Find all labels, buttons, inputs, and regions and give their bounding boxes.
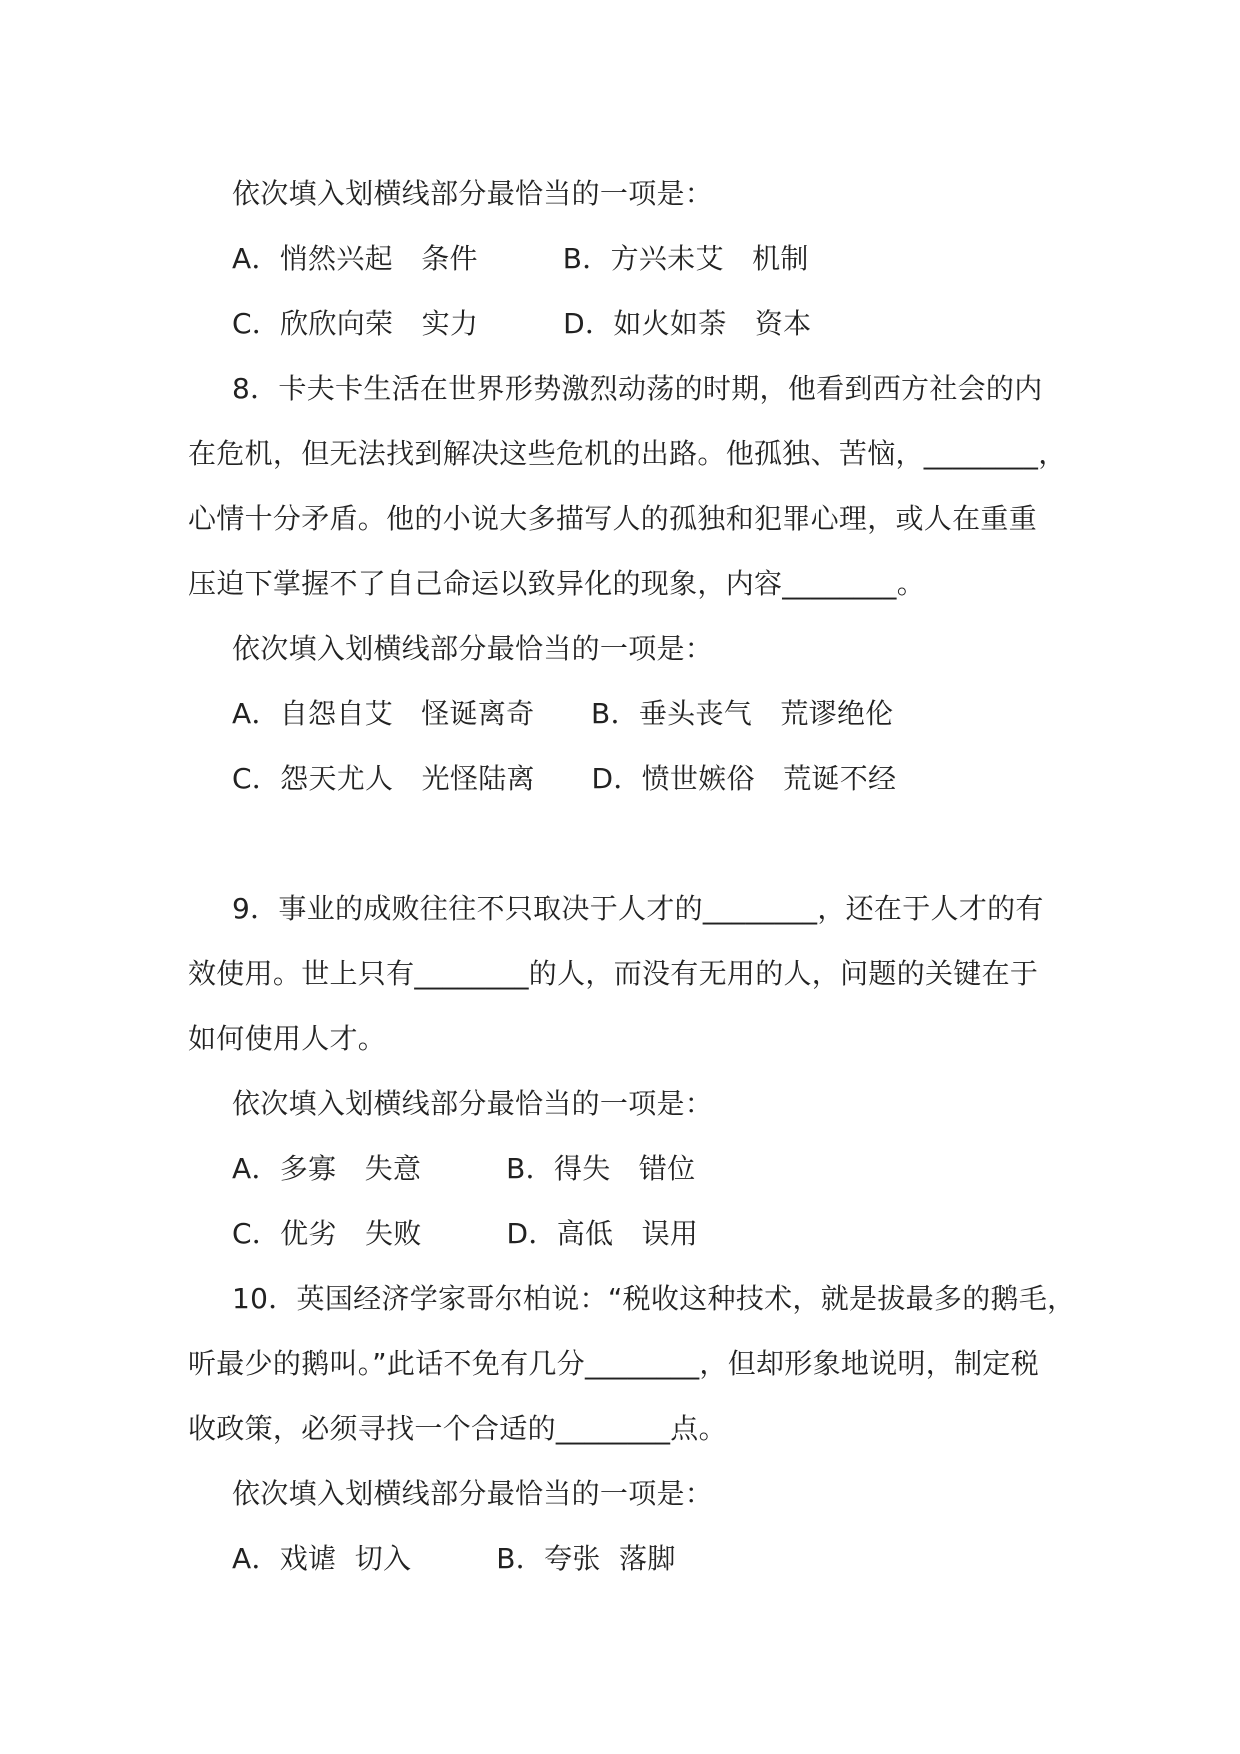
question-8-line-4: 压迫下掌握不了自己命运以致异化的现象，内容________。 [188, 567, 926, 600]
question-10-options-ab: A．戏谑 切入 B．夸张 落脚 [232, 1542, 676, 1575]
question-7-options-cd: C．欣欣向荣 实力 D．如火如荼 资本 [232, 307, 812, 340]
question-9-line-2: 效使用。世上只有________的人，而没有无用的人，问题的关键在于 [188, 957, 1039, 990]
question-10-line-2: 听最少的鹅叫。”此话不免有几分________，但却形象地说明，制定税 [188, 1347, 1040, 1380]
question-7-prompt: 依次填入划横线部分最恰当的一项是： [232, 177, 714, 210]
question-10-line-3: 收政策，必须寻找一个合适的________点。 [188, 1412, 727, 1445]
question-7-options-ab: A．悄然兴起 条件 B．方兴未艾 机制 [232, 242, 809, 275]
question-9-line-1: 9．事业的成败往往不只取决于人才的________，还在于人才的有 [232, 892, 1044, 925]
question-9-options-ab: A．多寡 失意 B．得失 错位 [232, 1152, 696, 1185]
question-8-line-3: 心情十分矛盾。他的小说大多描写人的孤独和犯罪心理，或人在重重 [188, 502, 1038, 535]
question-10-line-1: 10．英国经济学家哥尔柏说：“税收这种技术，就是拔最多的鹅毛， [232, 1282, 1076, 1315]
question-8-options-ab: A．自怨自艾 怪诞离奇 B．垂头丧气 荒谬绝伦 [232, 697, 894, 730]
question-8-prompt: 依次填入划横线部分最恰当的一项是： [232, 632, 714, 665]
question-8-options-cd: C．怨天尤人 光怪陆离 D．愤世嫉俗 荒诞不经 [232, 762, 897, 795]
question-9-line-3: 如何使用人才。 [188, 1022, 387, 1055]
question-9-prompt: 依次填入划横线部分最恰当的一项是： [232, 1087, 714, 1120]
question-10-prompt: 依次填入划横线部分最恰当的一项是： [232, 1477, 714, 1510]
question-8-line-1: 8．卡夫卡生活在世界形势激烈动荡的时期，他看到西方社会的内 [232, 372, 1043, 405]
question-8-line-2: 在危机，但无法找到解决这些危机的出路。他孤独、苦恼，________， [188, 437, 1067, 470]
question-9-options-cd: C．优劣 失败 D．高低 误用 [232, 1217, 699, 1250]
